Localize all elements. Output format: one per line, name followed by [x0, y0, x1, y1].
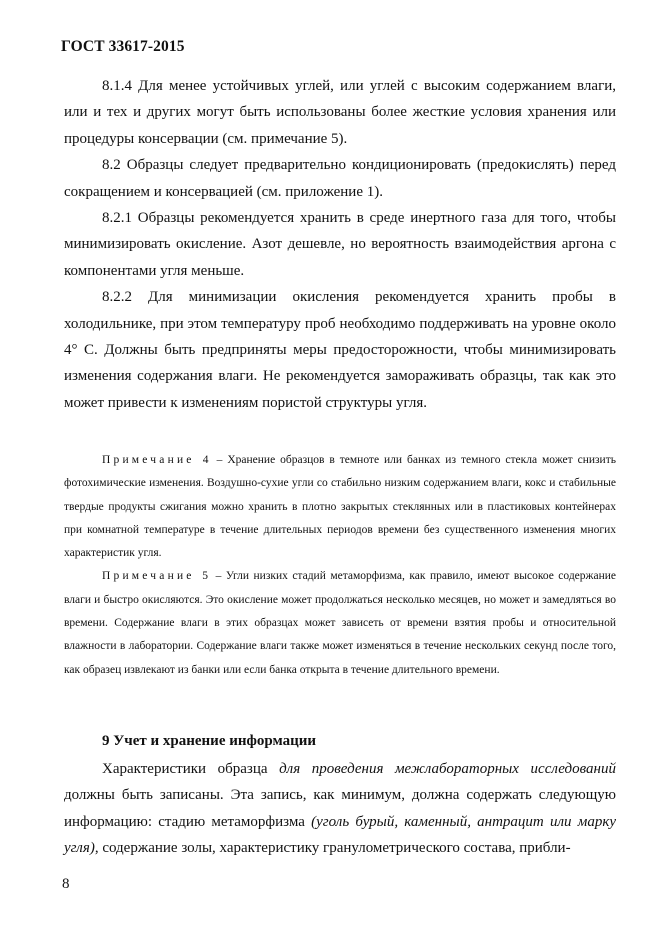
section-9-italic-2: (уголь бурый, каменный, антрацит или марку угля)	[64, 813, 616, 857]
section-9-paragraph	[64, 756, 616, 862]
section-9-text-3: , содержание золы, характеристику гранулометрического состава, прибли-	[94, 840, 571, 857]
paragraph-8-1-4: 8.1.4 Для менее устойчивых углей, или углей с высоким содержанием влаги, или и тех и других могут быть использованы более жесткие условия хранения или процедуры консервации (см. примечание 5).	[64, 78, 616, 147]
section-9	[64, 729, 616, 862]
section-9-heading: 9 Учет и хранение информации	[102, 733, 317, 749]
note-5	[64, 565, 616, 681]
section-9-italic-1: для проведения межлабораторных исследований	[279, 761, 616, 777]
note-4-label: Примечание 4	[102, 454, 212, 466]
paragraph-8-2-2: 8.2.2 Для минимизации окисления рекомендуется хранить пробы в холодильнике, при этом температуру проб необходимо поддерживать на уровне около 4° С. Должны быть предприняты меры предосторожности, чтобы минимизировать изменения содержания влаги. Не рекомендуется замораживать образцы, так как это может привести к изменениям пористой структуры угля.	[64, 289, 616, 411]
note-4-text: – Хранение образцов в темноте или банках из темного стекла может снизить фотохимические изменения. Воздушно-сухие угли со стабильно низким содержанием влаги, кокс и стабильные твердые продукты сжигания можно хранить в плотно закрытых стеклянных или в пластиковых контейнерах при комнатной температуре в течение длительных периодов времени без существенного изменения многих характеристик угля.	[64, 454, 616, 560]
document-header: ГОСТ 33617-2015	[61, 38, 185, 55]
note-5-label: Примечание 5	[102, 570, 212, 583]
note-5-text: – Угли низких стадий метаморфизма, как правило, имеют высокое содержание влаги и быстро окисляются. Это окисление может продолжаться несколько месяцев, но может и замедляться во времени. Содержание влаги в этих образцах может зависеть от времени взятия пробы и относительной влажности в лаборатории. Содержание влаги также может изменяться в течение нескольких секунд после того, как образец извлекают из банки или если банка открыта в течение длительного времени.	[64, 570, 616, 676]
page-number: 8	[62, 876, 70, 892]
paragraph-8-2: 8.2 Образцы следует предварительно кондиционировать (предокислять) перед сокращением и консервацией (см. приложение 1).	[64, 157, 616, 200]
paragraph-8-2-1: 8.2.1 Образцы рекомендуется хранить в среде инертного газа для того, чтобы минимизировать окисление. Азот дешевле, но вероятность взаимодействия аргона с компонентами угля меньше.	[64, 210, 616, 279]
section-9-text-2: должны быть записаны. Эта запись, как минимум, должна содержать следующую информацию: стадию метаморфизма	[64, 787, 616, 830]
note-4	[64, 449, 616, 565]
main-text	[64, 73, 616, 416]
notes-block	[64, 449, 616, 682]
section-9-text-1: Характеристики образца	[102, 761, 280, 777]
